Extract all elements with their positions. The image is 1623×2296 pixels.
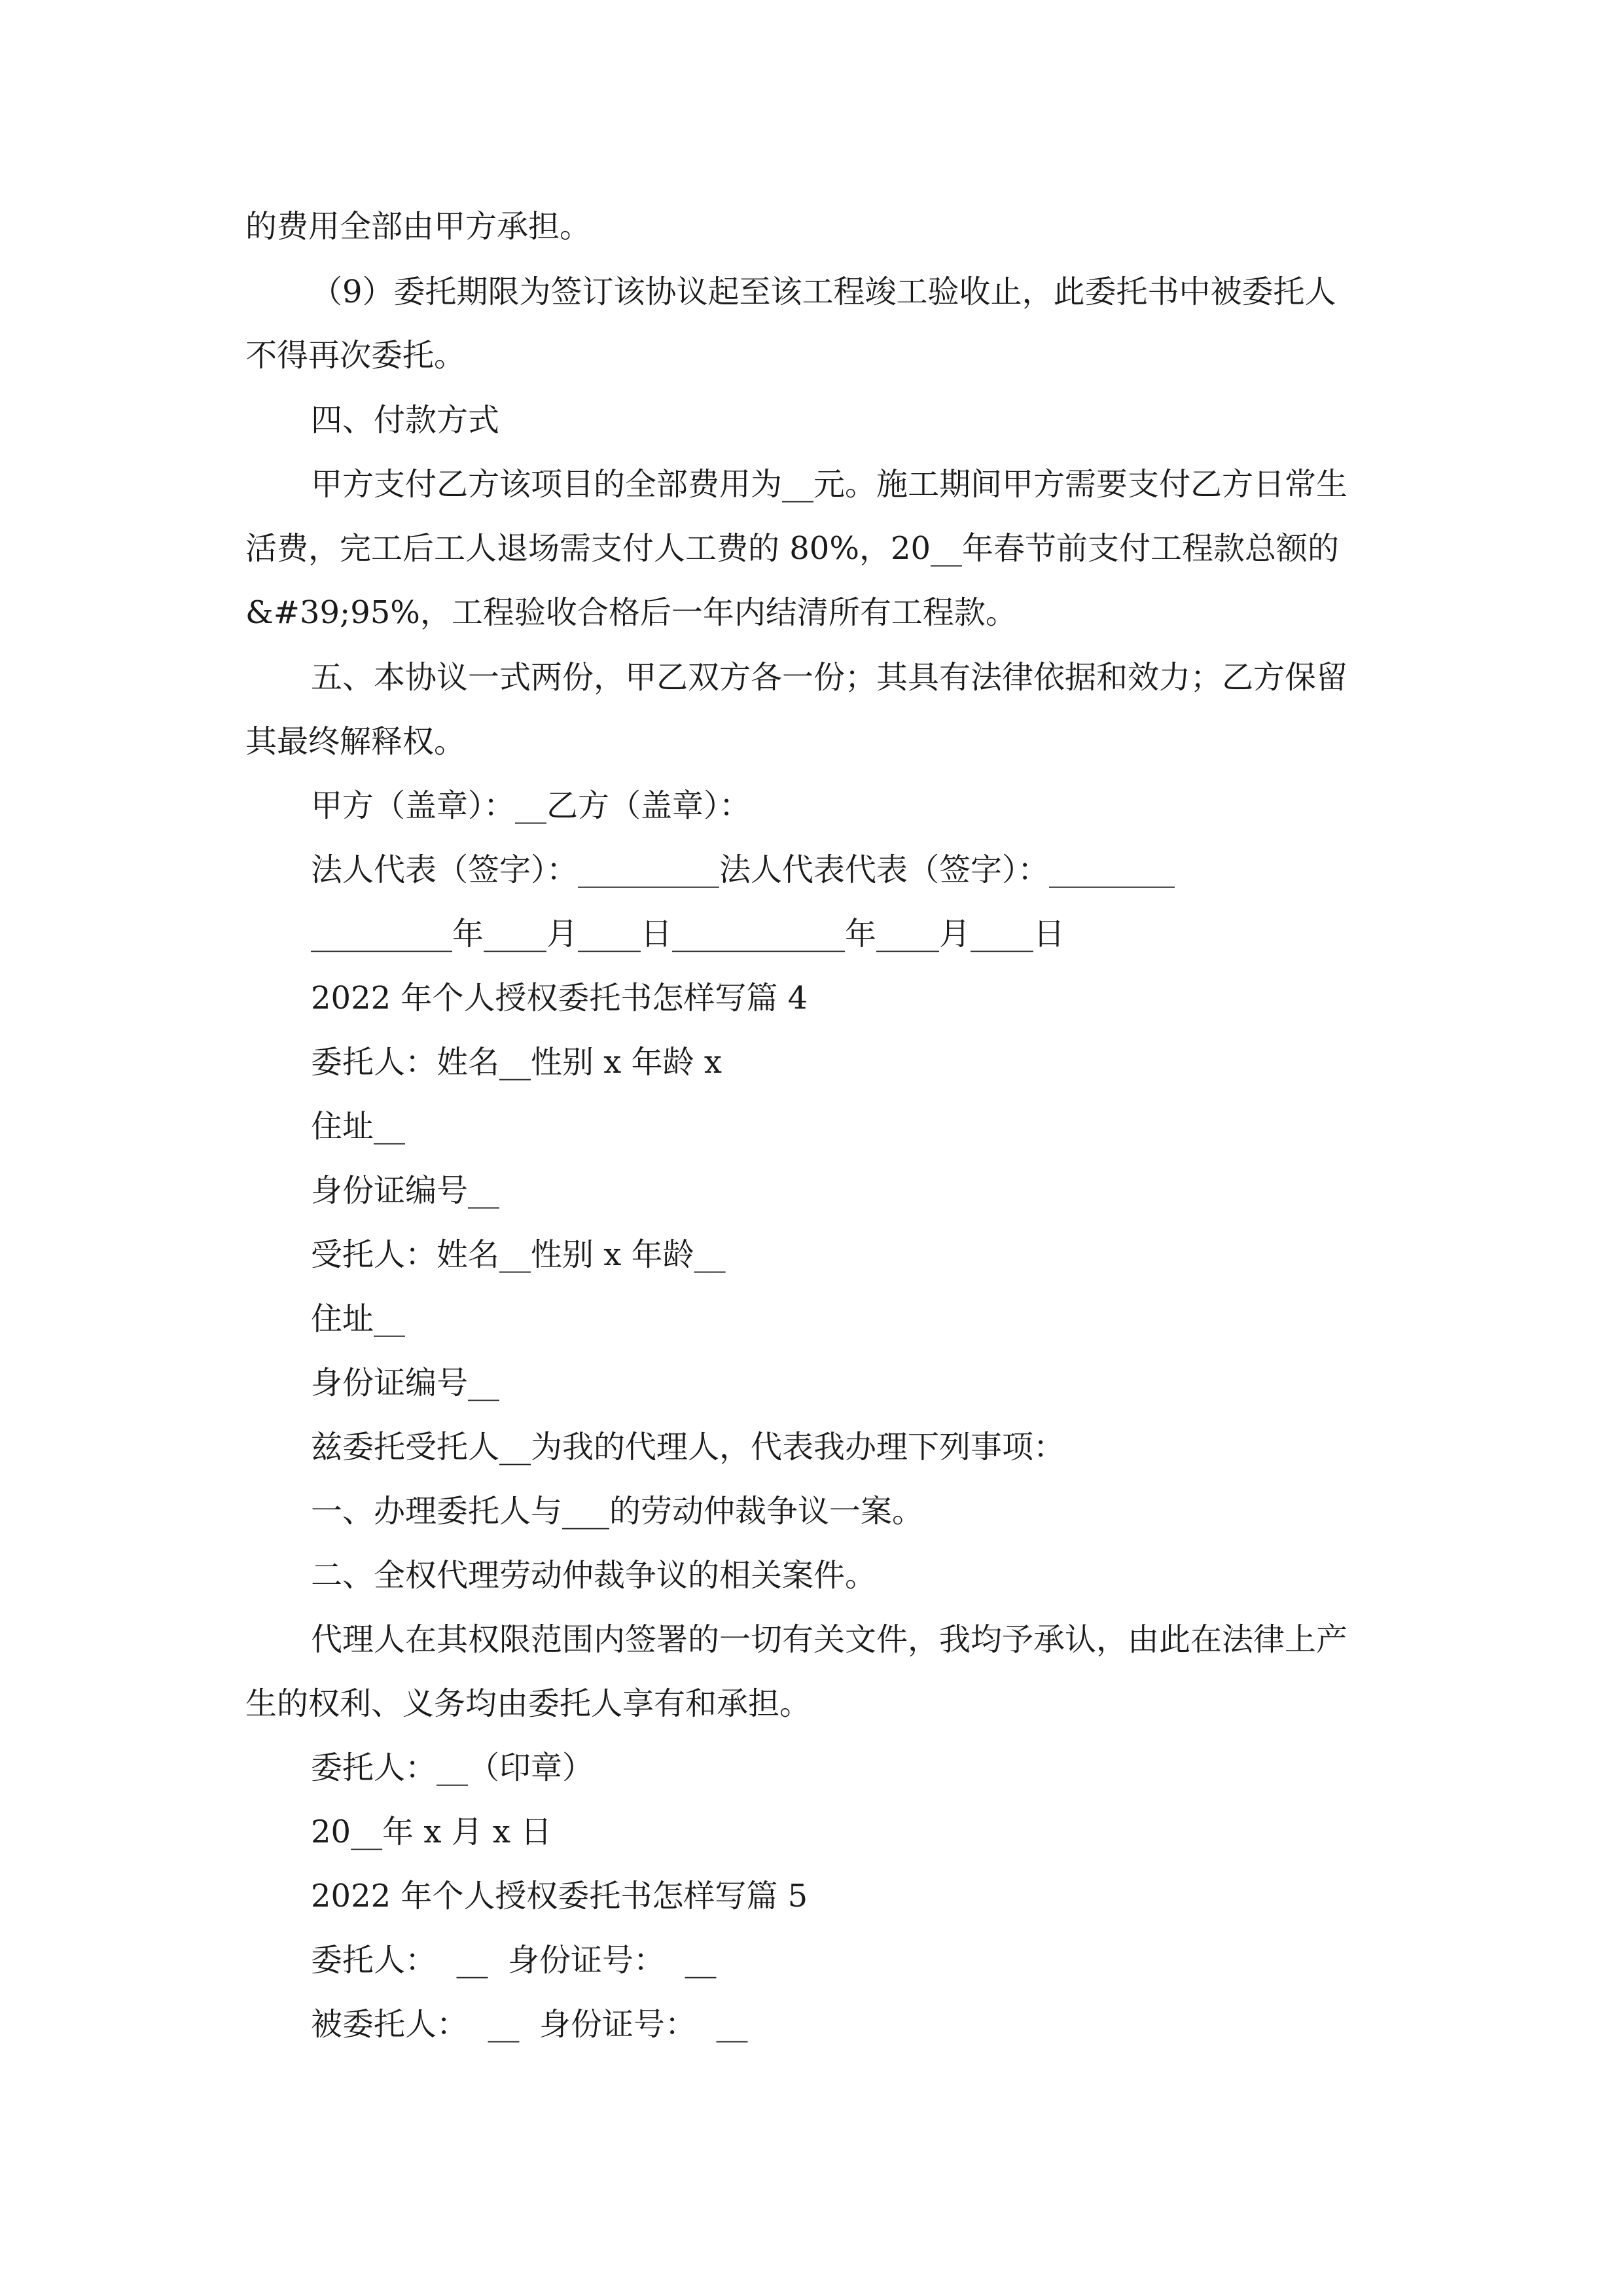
text-line: 代理人在其权限范围内签署的一切有关文件，我均予承认，由此在法律上产 (311, 1621, 1348, 1658)
text-line: 兹委托受托人__为我的代理人，代表我办理下列事项： (311, 1429, 1065, 1465)
section-title: 2022 年个人授权委托书怎样写篇 4 (311, 980, 808, 1016)
text-line: 委托人： __ 身份证号： __ (311, 1942, 717, 1979)
text-line: 受托人：姓名__性别 x 年龄__ (311, 1236, 726, 1273)
section-heading: 四、付款方式 (311, 402, 500, 439)
text-line: 活费，完工后工人退场需支付人工费的 80%，20__年春节前支付工程款总额的 (245, 530, 1340, 567)
text-line: 生的权利、义务均由委托人享有和承担。 (245, 1685, 812, 1722)
text-line: 五、本协议一式两份，甲乙双方各一份；其具有法律依据和效力；乙方保留 (311, 659, 1348, 696)
text-line: &#39;95%，工程验收合格后一年内结清所有工程款。 (245, 594, 1017, 631)
text-line: 委托人：姓名__性别 x 年龄 x (311, 1044, 722, 1081)
text-line: 被委托人： __ 身份证号： __ (311, 2006, 748, 2043)
text-line: （9）委托期限为签订该协议起至该工程竣工验收止，此委托书中被委托人 (311, 274, 1336, 310)
text-line: 不得再次委托。 (245, 337, 466, 374)
text-line: 住址__ (311, 1108, 406, 1145)
date-line: 20__年 x 月 x 日 (311, 1814, 552, 1850)
text-line: 身份证编号__ (311, 1365, 500, 1401)
signature-line: 法人代表（签字）：_________法人代表代表（签字）：________ (311, 852, 1175, 888)
text-line: 住址__ (311, 1300, 406, 1337)
text-line: 身份证编号__ (311, 1172, 500, 1209)
text-line: 的费用全部由甲方承担。 (245, 208, 592, 245)
text-line: 二、全权代理劳动仲裁争议的相关案件。 (311, 1557, 877, 1594)
text-line: 其最终解释权。 (245, 723, 466, 760)
date-line: _________年____月____日___________年____月____日 (311, 916, 1065, 952)
signature-line: 甲方（盖章）：__乙方（盖章）： (311, 787, 751, 824)
section-title: 2022 年个人授权委托书怎样写篇 5 (311, 1878, 808, 1914)
signature-line: 委托人：__（印章） (311, 1749, 594, 1786)
text-line: 一、办理委托人与___的劳动仲裁争议一案。 (311, 1493, 924, 1530)
text-line: 甲方支付乙方该项目的全部费用为__元。施工期间甲方需要支付乙方日常生 (311, 466, 1348, 503)
